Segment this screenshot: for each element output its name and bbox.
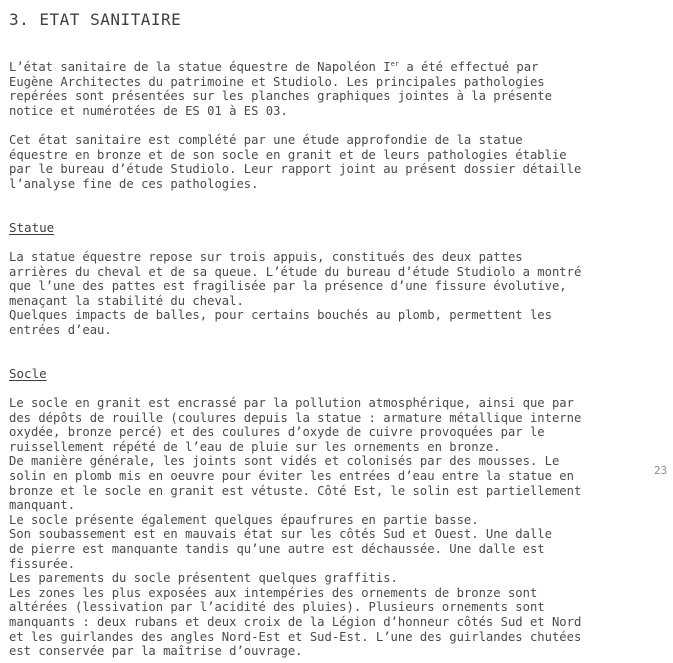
socle-line: solin en plomb mis en oeuvre pour éviter les entrées d’eau entre la statue en	[9, 468, 574, 483]
statue-line: arrières du cheval et de sa queue. L’étude du bureau d’étude Studiolo a montré	[9, 264, 582, 279]
intro-line: notice et numérotées de ES 01 à ES 03.	[9, 103, 288, 118]
statue-line: Quelques impacts de balles, pour certains bouchés au plomb, permettent les	[9, 308, 552, 323]
socle-line: Les parements du socle présentent quelques graffitis.	[9, 571, 398, 586]
study-paragraph	[9, 133, 629, 191]
study-line: l’analyse fine de ces pathologies.	[9, 176, 259, 191]
socle-line: Son soubassement est en mauvais état sur les côtés Sud et Ouest. Une dalle	[9, 527, 552, 542]
socle-line: des dépôts de rouille (coulures depuis la statue : armature métallique interne	[9, 410, 582, 425]
statue-line: menaçant la stabilité du cheval.	[9, 293, 244, 308]
intro-line-1	[9, 60, 629, 75]
socle-line: fissurée.	[9, 556, 76, 571]
study-line: par le bureau d’étude Studiolo. Leur rapport joint au présent dossier détaille	[9, 162, 582, 177]
intro-line: repérées sont présentées sur les planches graphiques jointes à la présente	[9, 89, 552, 104]
socle-line: oxydée, bronze percé) et des coulures d’oxyde de cuivre provoquées par le	[9, 425, 545, 440]
socle-line: ruissellement répété de l’eau de pluie sur les ornements en bronze.	[9, 439, 501, 454]
socle-line: est conservée par la maîtrise d’ouvrage.	[9, 644, 303, 659]
socle-line: Les zones les plus exposées aux intempéries des ornements de bronze sont	[9, 585, 538, 600]
section-title: 3. ETAT SANITAIRE	[9, 10, 182, 29]
statue-heading: Statue	[9, 220, 55, 235]
socle-line: Le socle en granit est encrassé par la pollution atmosphérique, ainsi que par	[9, 396, 574, 410]
statue-line: entrées d’eau.	[9, 322, 112, 337]
socle-line: manquant.	[9, 498, 76, 513]
study-line: Cet état sanitaire est complété par une étude approfondie de la statue	[9, 133, 523, 147]
statue-paragraph	[9, 250, 629, 338]
socle-line: manquants : deux rubans et deux croix de la Légion d’honneur côtés Sud et Nord	[9, 614, 582, 629]
socle-line: altérées (lessivation par l’acidité des pluies). Plusieurs ornements sont	[9, 600, 545, 615]
intro-line: Eugène Architectes du patrimoine et Studiolo. Les principales pathologies	[9, 74, 545, 89]
statue-line: La statue équestre repose sur trois appuis, constitués des deux pattes	[9, 250, 523, 264]
socle-heading: Socle	[9, 366, 47, 381]
intro-line-1-text: L’état sanitaire de la statue équestre de Napoléon I	[9, 60, 391, 74]
socle-line: et les guirlandes des angles Nord-Est et Sud-Est. L’une des guirlandes chutées	[9, 629, 582, 644]
ordinal-superscript: er	[390, 60, 399, 68]
study-line: équestre en bronze et de son socle en granit et de leurs pathologies établie	[9, 147, 567, 162]
socle-line: De manière générale, les joints sont vidés et colonisés par des mousses. Le	[9, 454, 560, 469]
socle-line: de pierre est manquante tandis qu’une autre est déchaussée. Une dalle est	[9, 541, 545, 556]
statue-line: que l’une des pattes est fragilisée par la présence d’une fissure évolutive,	[9, 279, 567, 294]
socle-line: Le socle présente également quelques épaufrures en partie basse.	[9, 512, 479, 527]
socle-line: bronze et le socle en granit est vétuste. Côté Est, le solin est partiellement	[9, 483, 582, 498]
page-number: 23	[654, 464, 668, 477]
intro-paragraph	[9, 60, 629, 118]
intro-line-1-end: a été effectué par	[399, 60, 539, 74]
socle-paragraph	[9, 396, 629, 659]
